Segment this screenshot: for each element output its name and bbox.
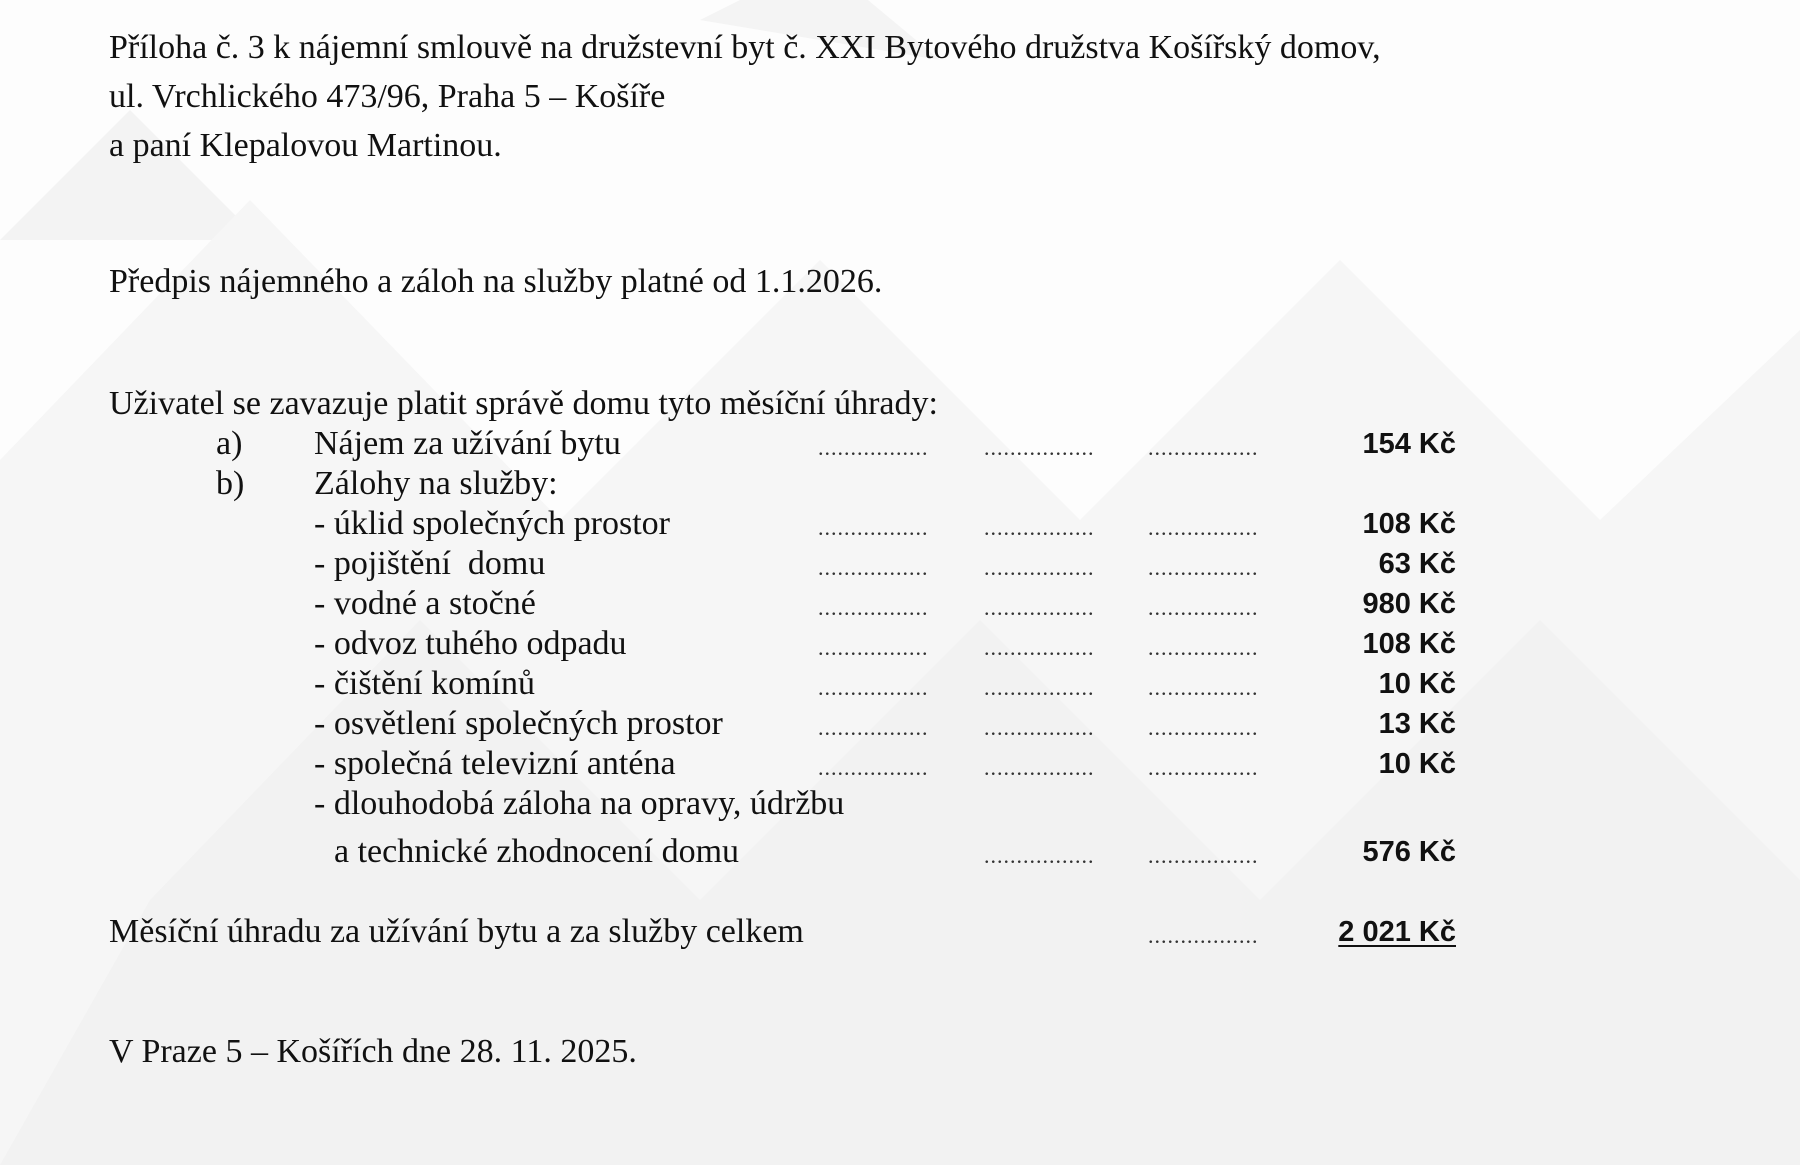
row-label: - dlouhodobá záloha na opravy, údržbu [314, 785, 845, 822]
payment-row-lighting [0, 704, 1800, 744]
dot-leader: ................. [984, 595, 1095, 620]
payment-row-repairs-heading [0, 784, 1800, 824]
payment-row-insurance [0, 544, 1800, 584]
dot-leader: ................. [1148, 715, 1259, 740]
dot-leader: ................. [818, 595, 929, 620]
footer-date-line: V Praze 5 – Košířích dne 28. 11. 2025. [109, 1033, 637, 1070]
dot-leader: ................. [984, 635, 1095, 660]
dot-leader: ................. [818, 715, 929, 740]
row-label: Zálohy na služby: [314, 465, 558, 502]
row-label: - vodné a stočné [314, 585, 536, 622]
row-label: - společná televizní anténa [314, 745, 676, 782]
row-label: - čištění komínů [314, 665, 535, 702]
row-letter: a) [216, 425, 243, 462]
row-label: - odvoz tuhého odpadu [314, 625, 627, 662]
row-amount: 980 Kč [1362, 588, 1456, 620]
payment-row-rent [0, 424, 1800, 464]
row-label: a technické zhodnocení domu [334, 833, 740, 870]
dot-leader: ................. [1148, 555, 1259, 580]
payment-row-repairs [0, 832, 1800, 872]
total-row [0, 912, 1800, 952]
row-amount: 10 Kč [1378, 748, 1456, 780]
dot-leader: ................. [818, 555, 929, 580]
total-label: Měsíční úhradu za užívání bytu a za služby celkem [109, 913, 804, 950]
row-amount: 10 Kč [1378, 668, 1456, 700]
dot-leader: ................. [818, 515, 929, 540]
header-line-1: Příloha č. 3 k nájemní smlouvě na družstevní byt č. XXI Bytového družstva Košířský domov, [109, 29, 1381, 66]
dot-leader: ................. [1148, 635, 1259, 660]
total-amount: 2 021 Kč [1338, 916, 1456, 948]
payment-row-chimney [0, 664, 1800, 704]
dot-leader: ................. [984, 715, 1095, 740]
header-line-3: a paní Klepalovou Martinou. [109, 127, 502, 164]
dot-leader: ................. [984, 843, 1095, 868]
dot-leader: ................. [1148, 843, 1259, 868]
intro-line: Uživatel se zavazuje platit správě domu tyto měsíční úhrady: [109, 385, 938, 422]
row-label: - osvětlení společných prostor [314, 705, 723, 742]
row-amount: 108 Kč [1362, 508, 1456, 540]
row-letter: b) [216, 465, 245, 502]
dot-leader: ................. [984, 755, 1095, 780]
dot-leader: ................. [1148, 923, 1259, 948]
dot-leader: ................. [818, 435, 929, 460]
row-amount: 576 Kč [1362, 836, 1456, 868]
header-line-2: ul. Vrchlického 473/96, Praha 5 – Košíře [109, 78, 666, 115]
dot-leader: ................. [818, 675, 929, 700]
row-label: - pojištění domu [314, 545, 546, 582]
payment-row-water [0, 584, 1800, 624]
dot-leader: ................. [1148, 515, 1259, 540]
payment-row-cleaning [0, 504, 1800, 544]
row-amount: 13 Kč [1378, 708, 1456, 740]
dot-leader: ................. [1148, 675, 1259, 700]
subject-line: Předpis nájemného a záloh na služby platné od 1.1.2026. [109, 263, 883, 300]
row-amount: 154 Kč [1362, 428, 1456, 460]
row-amount: 63 Kč [1378, 548, 1456, 580]
dot-leader: ................. [984, 515, 1095, 540]
dot-leader: ................. [1148, 435, 1259, 460]
dot-leader: ................. [818, 635, 929, 660]
payment-row-antenna [0, 744, 1800, 784]
dot-leader: ................. [984, 435, 1095, 460]
payment-row-waste [0, 624, 1800, 664]
row-label: Nájem za užívání bytu [314, 425, 621, 462]
dot-leader: ................. [984, 555, 1095, 580]
services-heading-row [0, 464, 1800, 504]
row-label: - úklid společných prostor [314, 505, 670, 542]
row-amount: 108 Kč [1362, 628, 1456, 660]
dot-leader: ................. [984, 675, 1095, 700]
dot-leader: ................. [1148, 595, 1259, 620]
dot-leader: ................. [818, 755, 929, 780]
dot-leader: ................. [1148, 755, 1259, 780]
